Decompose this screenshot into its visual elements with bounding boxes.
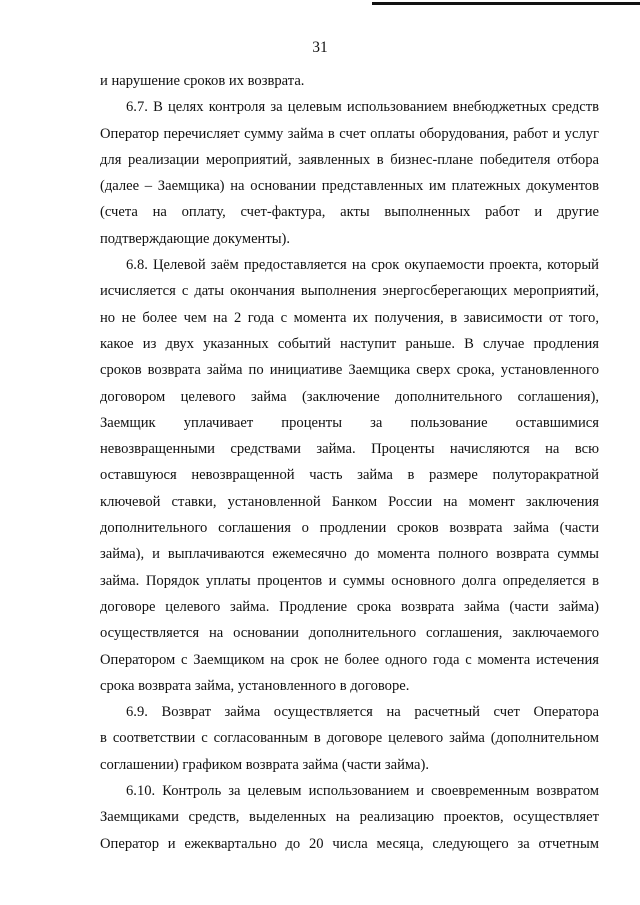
top-border-line xyxy=(372,2,640,5)
text-line: соглашении) графиком возврата займа (части займа). xyxy=(100,756,430,773)
text-line: (счета на оплату, счет-фактура, акты выполненных работ и другие xyxy=(100,204,599,221)
text-line: Оператором с Заемщиком на срок не более одного года с момента истечения xyxy=(100,651,599,668)
document-body xyxy=(100,68,599,857)
text-line: (далее – Заемщика) на основании представленных им платежных документов xyxy=(100,178,599,195)
text-line: исчисляется с даты окончания выполнения энергосберегающих мероприятий, xyxy=(100,283,599,300)
text-line: подтверждающие документы). xyxy=(100,230,291,247)
text-line: Оператор и ежеквартально до 20 числа месяца, следующего за отчетным xyxy=(100,835,599,852)
text-line: и нарушение сроков их возврата. xyxy=(100,73,305,89)
paragraph-6-10-first-line: 6.10. Контроль за целевым использованием и своевременным возвратом xyxy=(126,783,599,800)
text-line: Заемщик уплачивает проценты за пользование оставшимися xyxy=(100,414,599,431)
text-line: невозвращенными средствами займа. Проценты начисляются на всю xyxy=(100,441,599,458)
text-line: для реализации мероприятий, заявленных в бизнес-плане победителя отбора xyxy=(100,151,599,168)
text-line: договором целевого займа (заключение дополнительного соглашения), xyxy=(100,388,599,405)
text-line: Заемщиками средств, выделенных на реализацию проектов, осуществляет xyxy=(100,809,599,826)
text-line: срока возврата займа, установленного в договоре. xyxy=(100,677,410,694)
text-line: договоре целевого займа. Продление срока возврата займа (части займа) xyxy=(100,598,599,615)
text-line: но не более чем на 2 года с момента их получения, в зависимости от того, xyxy=(100,309,599,326)
paragraph-6-8-first-line: 6.8. Целевой заём предоставляется на срок окупаемости проекта, который xyxy=(126,257,599,274)
text-line: Оператор перечисляет сумму займа в счет оплаты оборудования, работ и услуг xyxy=(100,125,599,142)
text-line: займа. Порядок уплаты процентов и суммы основного долга определяется в xyxy=(100,572,599,589)
text-line: в соответствии с согласованным в договоре целевого займа (дополнительном xyxy=(100,730,599,747)
paragraph-6-9-first-line: 6.9. Возврат займа осуществляется на расчетный счет Оператора xyxy=(126,704,599,721)
page-number: 31 xyxy=(312,39,328,56)
text-line: ключевой ставки, установленной Банком России на момент заключения xyxy=(100,493,599,510)
text-line: оставшуюся невозвращенной часть займа в размере полуторакратной xyxy=(100,467,599,484)
text-line: осуществляется на основании дополнительного соглашения, заключаемого xyxy=(100,625,599,642)
paragraph-6-7-first-line: 6.7. В целях контроля за целевым использованием внебюджетных средств xyxy=(126,99,599,116)
text-line: сроков возврата займа по инициативе Заемщика сверх срока, установленного xyxy=(100,362,599,379)
text-line: дополнительного соглашения о продлении сроков возврата займа (части xyxy=(100,520,599,537)
text-line: займа), и выплачиваются ежемесячно до момента полного возврата суммы xyxy=(100,546,599,563)
text-line: какое из двух указанных событий наступит раньше. В случае продления xyxy=(100,335,599,352)
